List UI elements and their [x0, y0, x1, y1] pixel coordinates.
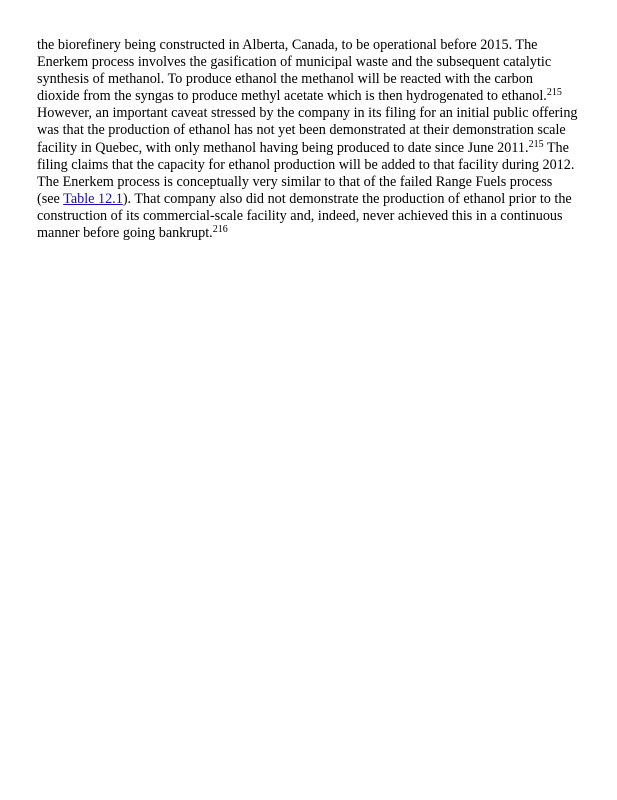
document-body: [37, 37, 587, 242]
text-segment: facility in Quebec, with only methanol having being produced to date since June 2011.: [37, 139, 529, 156]
footnote-ref[interactable]: 216: [212, 224, 228, 236]
text-line: [37, 225, 587, 242]
footnote-ref[interactable]: 215: [546, 87, 562, 99]
text-line: Enerkem process involves the gasification of municipal waste and the subsequent catalytic: [37, 54, 552, 71]
text-line: construction of its commercial-scale facility and, indeed, never achieved this in a continuous: [37, 207, 563, 224]
text-segment: (see: [37, 190, 64, 207]
text-line: filing claims that the capacity for ethanol production will be added to that facility during 2012.: [37, 156, 575, 173]
text-line: [37, 88, 587, 105]
text-segment: ). That company also did not demonstrate the production of ethanol prior to the: [122, 190, 572, 207]
table-reference-link[interactable]: Table 12.1: [63, 190, 123, 207]
text-line: synthesis of methanol. To produce ethanol the methanol will be reacted with the carbon: [37, 71, 533, 88]
text-segment: manner before going bankrupt.: [37, 225, 213, 242]
footnote-ref[interactable]: 215: [528, 138, 544, 150]
text-line: The Enerkem process is conceptually very similar to that of the failed Range Fuels process: [37, 173, 553, 190]
text-line: was that the production of ethanol has not yet been demonstrated at their demonstration scale: [37, 122, 566, 139]
text-line: However, an important caveat stressed by the company in its filing for an initial public offering: [37, 105, 578, 122]
text-line: [37, 140, 587, 157]
text-line: [37, 191, 587, 208]
text-segment: The: [543, 139, 569, 156]
text-segment: dioxide from the syngas to produce methyl acetate which is then hydrogenated to ethanol.: [37, 88, 547, 105]
text-line: the biorefinery being constructed in Alberta, Canada, to be operational before 2015. The: [37, 37, 538, 53]
